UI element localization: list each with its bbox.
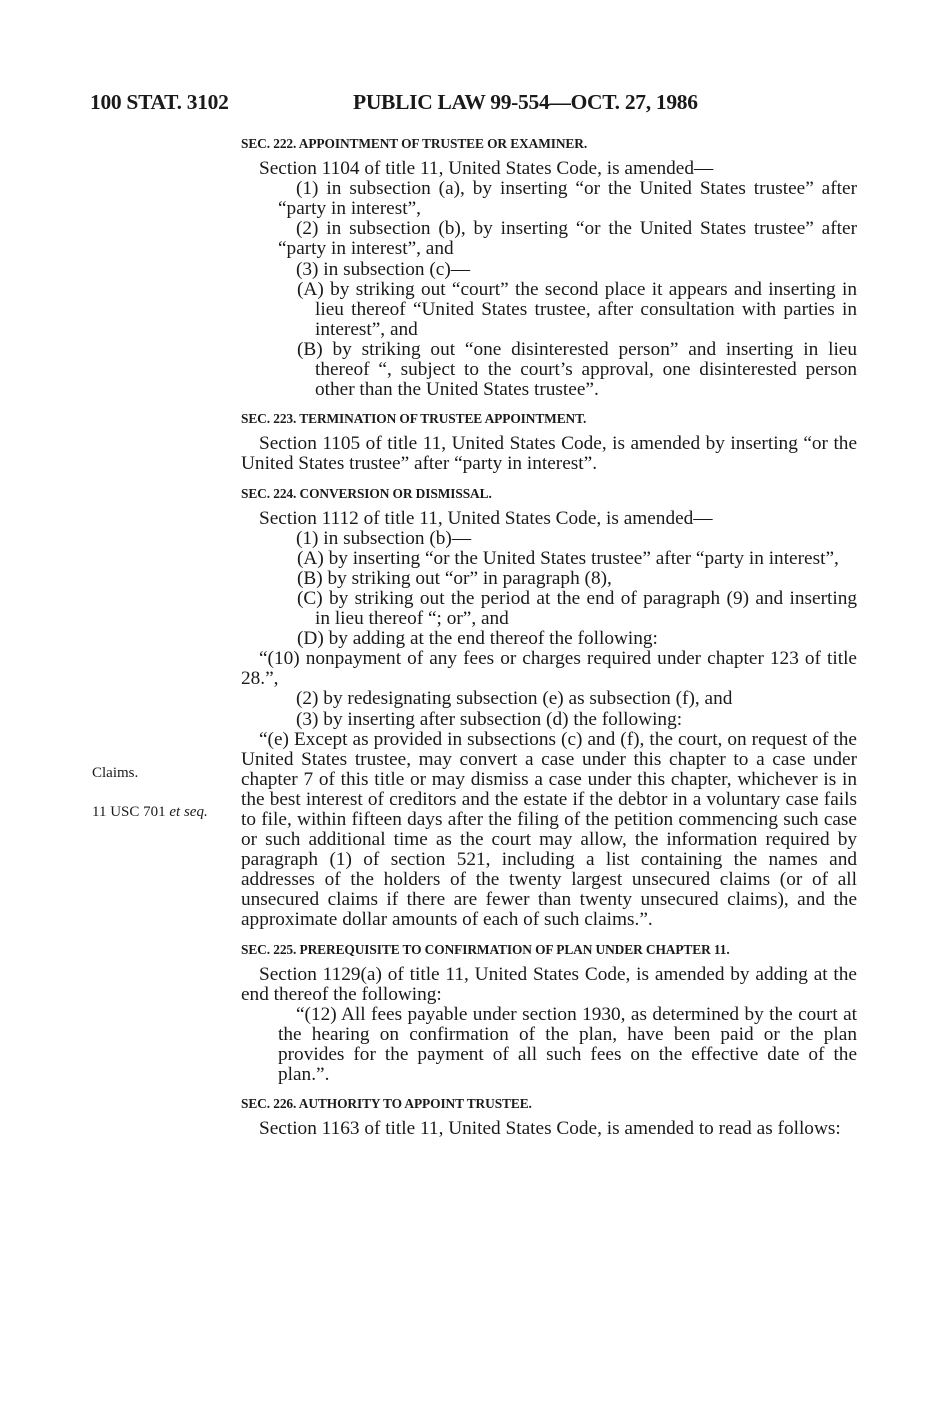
section-222-item-3b: (B) by striking out “one disinterested person” and inserting in lieu thereof “, subject to the court’s approval, one disinterested person other than the United States trustee”. (297, 338, 857, 401)
section-225-para-12-text: “(12) All fees payable under section 1930, as determined by the court at the hearing on confirmation of the plan, have been paid or the plan provides for the payment of all such fees on the effective date of the plan.”. (278, 1003, 857, 1086)
section-224-item-1c: (C) by striking out the period at the end of paragraph (9) and inserting in lieu thereof “; or”, and (297, 587, 857, 630)
section-224-item-3: (3) by inserting after subsection (d) the following: (296, 708, 683, 730)
section-222-item-1 (241, 179, 857, 219)
page-title: PUBLIC LAW 99-554—OCT. 27, 1986 (353, 90, 698, 114)
section-222-item-3: (3) in subsection (c)— (296, 258, 471, 280)
section-225-para-12 (241, 1005, 857, 1085)
section-223-text: Section 1105 of title 11, United States Code, is amended by inserting “or the United States trustee” after “party in interest”. (241, 433, 857, 475)
page-stat-number: 100 STAT. 3102 (90, 90, 229, 114)
margin-note-claims (92, 764, 222, 783)
margin-note-usc-text: 11 USC 701 (92, 804, 166, 820)
section-224-item-1d: (D) by adding at the end thereof the following: (297, 628, 658, 650)
section-224-item-1: (1) in subsection (b)— (296, 527, 472, 549)
section-224-para-10-text: “(10) nonpayment of any fees or charges required under chapter 123 of title 28.”, (241, 648, 857, 690)
section-222-intro: Section 1104 of title 11, United States Code, is amended— (259, 158, 714, 180)
section-222-item-2 (241, 219, 857, 259)
section-222-item-2-text: (2) in subsection (b), by inserting “or the United States trustee” after “party in interest”, and (278, 218, 857, 260)
margin-note-usc-suffix: et seq. (169, 804, 208, 820)
section-224-subsection-e: “(e) Except as provided in subsections (c) and (f), the court, on request of the United States trustee, may convert a case under this chapter to a case under chapter 7 of this title or may dismiss a case under this chapter, whichever is in the best interest of creditors and the estate if the debtor in a voluntary case fails to file, within fifteen days after the filing of the petition commencing such case or such additional time as the court may allow, the information required by paragraph (1) of section 521, including a list containing the names and addresses of the holders of the twenty largest unsecured claims (or of all unsecured claims if there are fewer than twenty unsecured claims), and the approximate dollar amounts of each of such claims.”. (241, 728, 857, 931)
margin-note-usc (92, 803, 222, 822)
section-222-item-3a: (A) by striking out “court” the second place it appears and inserting in lieu thereof “United States trustee, after consultation with parties in interest”, and (297, 278, 857, 340)
section-224-para-10 (204, 649, 857, 689)
section-224-intro: Section 1112 of title 11, United States Code, is amended— (259, 507, 713, 529)
section-heading-226: SEC. 226. AUTHORITY TO APPOINT TRUSTEE. (241, 1096, 532, 1112)
section-222-item-1-text: (1) in subsection (a), by inserting “or the United States trustee” after “party in interest”, (278, 178, 857, 220)
document-body (241, 134, 857, 1139)
page-header (90, 90, 850, 120)
section-224-item-2: (2) by redesignating subsection (e) as subsection (f), and (296, 688, 733, 710)
section-226-text: Section 1163 of title 11, United States Code, is amended to read as follows: (259, 1118, 841, 1140)
section-224-item-1b: (B) by striking out “or” in paragraph (8), (297, 567, 612, 589)
section-heading-222: SEC. 222. APPOINTMENT OF TRUSTEE OR EXAMINER. (241, 136, 588, 151)
margin-note-claims-text: Claims. (92, 765, 139, 781)
section-224-item-1a: (A) by inserting “or the United States trustee” after “party in interest”, (297, 547, 839, 569)
section-heading-223: SEC. 223. TERMINATION OF TRUSTEE APPOINTMENT. (241, 411, 587, 427)
section-heading-224: SEC. 224. CONVERSION OR DISMISSAL. (241, 485, 492, 501)
section-225-intro: Section 1129(a) of title 11, United States Code, is amended by adding at the end thereof the following: (241, 963, 857, 1005)
section-heading-225: SEC. 225. PREREQUISITE TO CONFIRMATION OF PLAN UNDER CHAPTER 11. (241, 941, 730, 957)
